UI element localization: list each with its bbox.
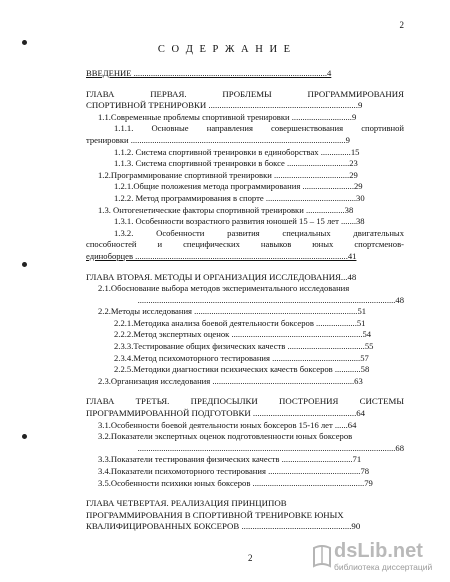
toc-chapter-line: ГЛАВА ВТОРАЯ. МЕТОДЫ И ОРГАНИЗАЦИЯ ИССЛЕДОВАНИЯ...48 [86,271,357,282]
toc-entry: 3.1.Особенности боевой деятельности юных боксеров 15-16 лет ......64 [98,419,357,430]
toc-spacer [86,489,404,498]
toc-entry: 1.2.Программирование спортивной тренировки ...................................29 [98,169,358,180]
toc-entry: 2.2.5.Методики диагностики психических качеств боксеров ............58 [114,364,370,375]
toc-entry: 1.1.1. Основные направления совершенствования спортивной [114,123,404,134]
toc-entry: 2.3.3.Тестирование общих физических качеств ....................................55 [114,341,374,352]
toc-chapter-line: ГЛАВА ЧЕТВЕРТАЯ. РЕАЛИЗАЦИЯ ПРИНЦИПОВ [86,498,287,509]
toc-entry: 2.2.2.Метод экспертных оценок .............................................................54 [114,329,372,340]
toc-entry: 1.1.3. Система спортивной тренировки в боксе .............................23 [114,158,358,169]
watermark-logo [312,540,442,574]
toc-entry: 3.4.Показатели психомоторного тестирования ...........................................78 [98,466,370,476]
toc-entry: способностей и специфических навыков юных спортсменов- [86,239,404,250]
toc-entry: 3.3.Показатели тестирования физических качеств .................................71 [98,454,362,465]
toc-chapter-line: ПРОГРАММИРОВАНИЯ В СПОРТИВНОЙ ТРЕНИРОВКЕ ЮНЫХ [86,509,344,520]
binding-hole-bottom [22,434,27,439]
toc-entry: 3.2.Показатели экспертных оценок подготовленности юных боксеров [98,431,353,442]
toc-entry: тренировки ....................................................................................................9 [86,134,350,145]
toc-entry: 1.1.Современные проблемы спортивной тренировки ............................9 [98,111,357,122]
toc-chapter-line: ПРОГРАММИРОВАННОЙ ПОДГОТОВКИ ...............................................64 [86,408,366,419]
toc-entry: 1.3.2. Особенности развития специальных двигательных [114,227,404,238]
toc-entry: 1.2.1.Общие положения метода программирования ........................29 [114,181,363,192]
page-number-top: 2 [399,20,404,30]
toc-entry: 2.1.Обоснование выбора методов экспериментального исследования [98,283,350,294]
table-of-contents [86,68,404,533]
toc-spacer [86,387,404,396]
page-number-bottom: 2 [248,553,253,563]
page-title: С О Д Е Р Ж А Н И Е [157,44,293,55]
watermark-subtitle: библиотека диссертаций [334,562,433,572]
toc-entry: 2.2.Методы исследования ............................................................................51 [98,306,367,317]
toc-entry: 2.3.Организация исследования ..................................................................63 [98,375,363,386]
toc-entry: 2.3.4.Метод психомоторного тестирования .........................................57 [114,352,369,363]
toc-entry: 1.2.2. Метод программирования в спорте ..........................................30 [114,192,365,203]
watermark-brand: dsLib.net [334,540,423,562]
toc-entry: ........................................................................................................................48 [137,294,404,305]
toc-entry: 2.2.1.Методика анализа боевой деятельности боксеров ...................51 [114,317,366,328]
toc-entry: 3.5.Особенности психики юных боксеров ....................................................79 [98,477,373,488]
toc-entry: единоборцев ...................................................................................................41 [86,250,357,261]
binding-hole-middle [22,262,27,267]
toc-entry: 1.3.1. Особенности возрастного развития юношей 15 – 15 лет .......38 [114,216,365,227]
toc-chapter-line: ГЛАВА ТРЕТЬЯ. ПРЕДПОСЫЛКИ ПОСТРОЕНИЯ СИСТЕМЫ [86,396,404,407]
toc-chapter-line: КВАЛИФИЦИРОВАННЫХ БОКСЕРОВ ..................................................90 [86,521,361,532]
toc-entry: ВВЕДЕНИЕ ..........................................................................................4 [86,68,332,78]
book-icon [312,544,332,568]
toc-spacer [86,80,404,89]
toc-chapter-line: СПОРТИВНОЙ ТРЕНИРОВКИ ....................................................................9 [86,100,363,111]
toc-entry: ........................................................................................................................68 [137,442,404,453]
toc-spacer [86,263,404,272]
toc-entry: 1.3. Онтогенетические факторы спортивной тренировки ..................38 [98,204,354,215]
toc-chapter-line: ГЛАВА ПЕРВАЯ. ПРОБЛЕМЫ ПРОГРАММИРОВАНИЯ [86,88,404,99]
toc-entry: 1.1.2. Система спортивной тренировки в единоборствах ..............15 [114,146,360,157]
